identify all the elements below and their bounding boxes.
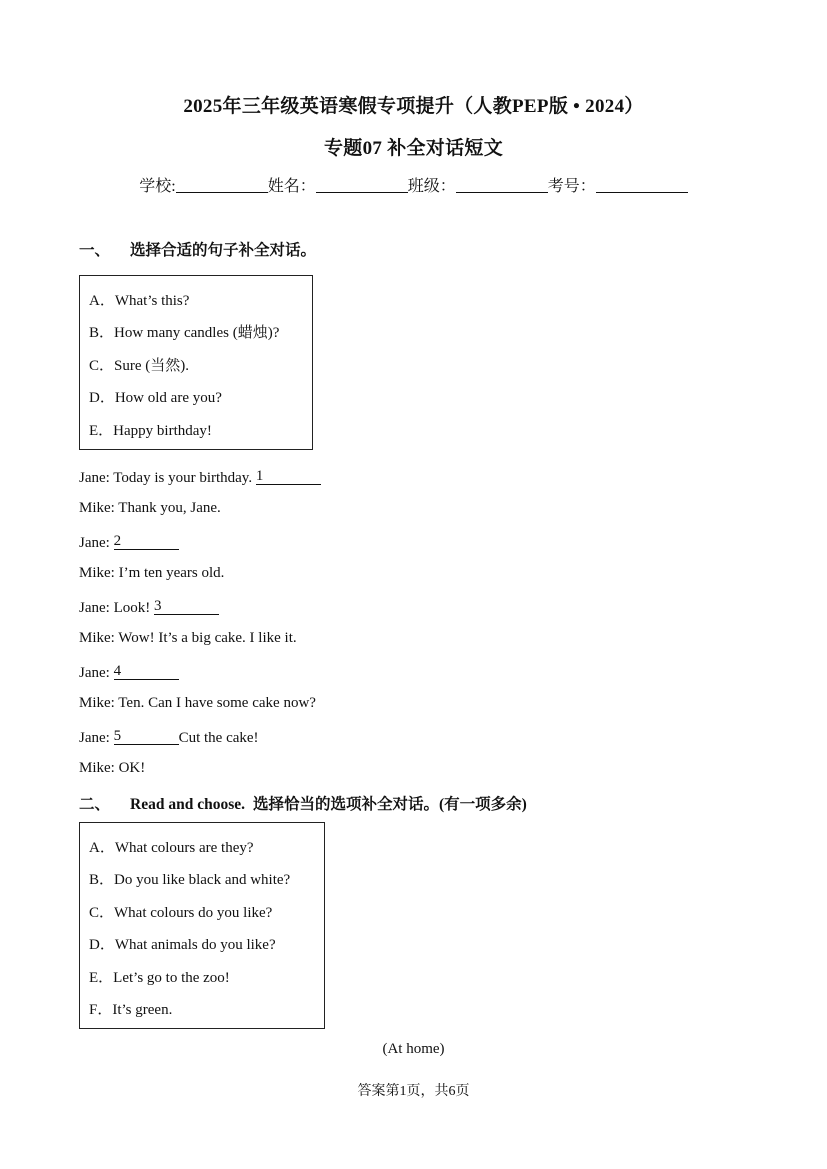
answer-blank-4[interactable] — [114, 663, 179, 680]
option-c: C．Sure (当然). — [89, 358, 189, 374]
dialogue-line-6: Mike: Wow! It’s a big cake. I like it. — [79, 630, 297, 646]
document-title: 2025年三年级英语寒假专项提升（人教PEP版 • 2024） — [183, 96, 644, 117]
exam-no-label: 考号： — [547, 178, 596, 195]
option-e: E．Let’s go to the zoo! — [89, 970, 230, 986]
dialogue-text: Jane: — [79, 665, 114, 681]
document-subtitle: 专题07 补全对话短文 — [323, 138, 504, 159]
answer-blank-2[interactable] — [114, 533, 179, 550]
school-label: 学校: — [139, 178, 176, 195]
section-1-options-box — [79, 275, 313, 450]
blank-number: 4 — [113, 663, 122, 679]
name-blank[interactable] — [316, 178, 408, 193]
dialogue-line-5 — [79, 598, 219, 617]
page-footer: 答案第1页，共6页 — [357, 1084, 470, 1099]
dialogue-line-9 — [79, 728, 259, 747]
answer-blank-1[interactable] — [256, 468, 321, 485]
student-info-row — [0, 173, 827, 196]
scene-note: (At home) — [382, 1041, 445, 1057]
dialogue-line-4: Mike: I’m ten years old. — [79, 565, 225, 581]
school-blank[interactable] — [176, 178, 268, 193]
section-1-heading — [79, 238, 316, 260]
blank-number: 5 — [113, 728, 122, 744]
option-d: D．What animals do you like? — [89, 937, 276, 953]
class-label: 班级： — [407, 178, 456, 195]
section-2-options-box — [79, 822, 325, 1029]
class-blank[interactable] — [456, 178, 548, 193]
dialogue-line-8: Mike: Ten. Can I have some cake now? — [79, 695, 316, 711]
dialogue-line-3 — [79, 533, 179, 552]
option-e: E．Happy birthday! — [89, 423, 212, 439]
option-d: D．How old are you? — [89, 390, 222, 406]
option-b: B．Do you like black and white? — [89, 872, 291, 888]
dialogue-text-after: Cut the cake! — [178, 730, 259, 746]
section-2-number: 二、 — [79, 796, 111, 813]
dialogue-text: Jane: Look! — [79, 600, 154, 616]
dialogue-line-1 — [79, 468, 321, 487]
dialogue-line-7 — [79, 663, 179, 682]
dialogue-text: Jane: — [79, 535, 114, 551]
blank-number: 3 — [153, 598, 162, 614]
dialogue-text: Jane: — [79, 730, 114, 746]
section-2-instruction-cn: 选择恰当的选项补全对话。(有一项多余) — [253, 796, 527, 813]
answer-blank-5[interactable] — [114, 728, 179, 745]
option-a: A．What colours are they? — [89, 840, 254, 856]
dialogue-text: Jane: Today is your birthday. — [79, 470, 256, 486]
section-1-instruction: 选择合适的句子补全对话。 — [130, 242, 317, 259]
blank-number: 2 — [113, 533, 122, 549]
section-1-number: 一、 — [79, 242, 111, 259]
dialogue-line-10: Mike: OK! — [79, 760, 146, 776]
name-label: 姓名： — [267, 178, 316, 195]
section-2-heading — [79, 792, 527, 814]
option-f: F．It’s green. — [89, 1002, 173, 1018]
option-a: A．What’s this? — [89, 293, 190, 309]
dialogue-line-2: Mike: Thank you, Jane. — [79, 500, 221, 516]
section-2-instruction-en: Read and choose. — [130, 796, 245, 813]
answer-blank-3[interactable] — [154, 598, 219, 615]
exam-no-blank[interactable] — [596, 178, 688, 193]
blank-number: 1 — [255, 468, 264, 484]
option-c: C．What colours do you like? — [89, 905, 273, 921]
option-b: B．How many candles (蜡烛)? — [89, 325, 280, 341]
